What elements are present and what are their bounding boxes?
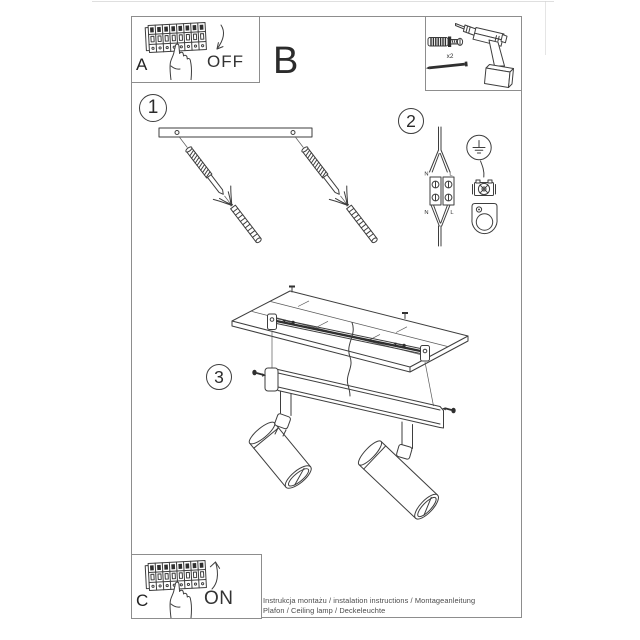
ceiling-panel-icon xyxy=(232,291,468,372)
screw-icon xyxy=(426,61,468,70)
section-b-label: B xyxy=(273,40,299,82)
arrow-up-icon xyxy=(206,558,224,592)
wire-label-l-bottom: L xyxy=(450,210,454,216)
fixing-screw-top-right-icon xyxy=(402,313,408,319)
on-label: ON xyxy=(204,588,234,609)
anchors-qty-label: x2 xyxy=(446,53,454,60)
arrow-down-icon xyxy=(209,22,227,56)
canopy-screw-right-icon xyxy=(442,407,456,413)
terminal-block-icon xyxy=(430,127,455,246)
circuit-breaker-icon xyxy=(146,18,210,82)
step-3-number: 3 xyxy=(214,366,224,387)
lamp-canopy-icon xyxy=(265,368,444,428)
wire-label-l-top: L xyxy=(449,171,453,178)
ceiling-bar-icon xyxy=(159,128,312,137)
wire-label-n-top: N xyxy=(424,171,429,178)
spotlight-right-icon xyxy=(355,422,442,523)
screw-anchor-right-icon xyxy=(286,130,384,249)
tools-illustration xyxy=(425,16,520,89)
panel-a-label: A xyxy=(136,55,148,74)
wiring-step-illustration xyxy=(418,120,508,252)
scan-edge-top xyxy=(92,1,554,2)
wall-plug-icon xyxy=(428,37,463,48)
footer-line-2: Plafon / Ceiling lamp / Deckeleuchte xyxy=(263,605,386,615)
footer-line-1: Instrukcja montażu / instalation instructions / Montageanleitung xyxy=(263,596,476,605)
footer-caption xyxy=(263,596,475,615)
canopy-ground-plate-icon xyxy=(472,204,497,234)
drill-icon xyxy=(456,24,514,88)
off-label: OFF xyxy=(207,52,244,71)
step-1-badge xyxy=(139,94,167,122)
lamp-assembly-illustration xyxy=(228,282,476,534)
step-2-number: 2 xyxy=(406,110,416,131)
wire-label-n-bottom: N xyxy=(424,210,429,216)
screw-anchor-left-icon xyxy=(170,130,268,249)
canopy-screw-left-icon xyxy=(252,370,266,377)
spotlight-left-icon xyxy=(246,391,314,492)
step-1-number: 1 xyxy=(147,97,159,118)
mounting-bar-step-illustration xyxy=(150,122,390,250)
scan-edge-right xyxy=(545,1,546,55)
panel-c-label: C xyxy=(136,591,149,610)
ground-symbol-icon xyxy=(467,135,491,159)
ground-wire xyxy=(481,161,484,177)
circuit-breaker-icon xyxy=(146,556,210,620)
ground-clamp-icon xyxy=(473,180,496,196)
